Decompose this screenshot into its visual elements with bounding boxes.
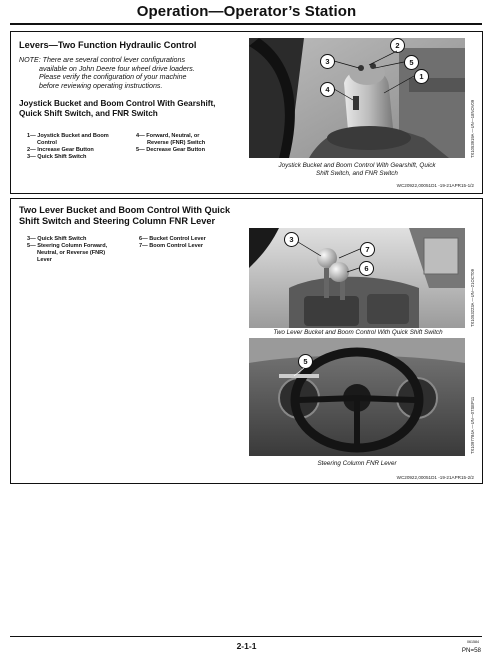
- section-title: Levers—Two Function Hydraulic Control: [19, 40, 197, 50]
- joystick-photo: [249, 38, 465, 158]
- image-caption: Two Lever Bucket and Boom Control With Quick Shift Switch: [273, 329, 443, 336]
- subheading-line: Quick Shift Switch, and FNR Switch: [19, 109, 158, 118]
- section-title-line: Shift Switch and Steering Column FNR Lever: [19, 216, 216, 226]
- section-two-lever-box: [10, 198, 483, 484]
- page-number: 2-1-1: [236, 641, 257, 651]
- legend-right: [139, 236, 206, 250]
- small-code: 061584: [467, 640, 479, 644]
- note-line: NOTE: There are several control lever configurations: [19, 56, 185, 64]
- image-id: TX1053223A —UN—21OCT09: [470, 269, 475, 327]
- callout-leaders: [249, 338, 465, 456]
- legend-item: Reverse (FNR) Switch: [147, 139, 206, 146]
- image-caption: Steering Column FNR Lever: [317, 460, 397, 467]
- legend-left: [27, 133, 109, 161]
- note-text: [19, 56, 247, 90]
- image-id: TX1053919A —UN—18NOV09: [470, 99, 475, 158]
- legend-item: 5— Steering Column Forward,: [27, 242, 108, 249]
- callout-2: 2: [390, 38, 405, 53]
- title-divider: [10, 23, 482, 25]
- page-title: Operation—Operator’s Station: [136, 3, 357, 20]
- reference-code: WC20922,00051D1 -19-21APR15-1/2: [396, 183, 474, 188]
- legend-item: 3— Quick Shift Switch: [27, 153, 87, 160]
- legend-item: 1— Joystick Bucket and Boom: [27, 133, 109, 139]
- subheading-line: Joystick Bucket and Boom Control With Gearshift,: [19, 99, 216, 108]
- pn-label: PN=58: [461, 647, 481, 654]
- two-lever-photo: [249, 228, 465, 328]
- section-joystick-box: [10, 31, 483, 194]
- legend-item: 3— Quick Shift Switch: [27, 236, 87, 242]
- legend-item: 7— Boom Control Lever: [139, 242, 204, 249]
- callout-4: 4: [320, 82, 335, 97]
- legend-item: Lever: [37, 256, 52, 263]
- callout-5: 5: [404, 55, 419, 70]
- section-title: [19, 205, 230, 227]
- legend-item: Neutral, or Reverse (FNR): [37, 249, 106, 256]
- footer-divider: [10, 636, 482, 637]
- legend-left: [27, 236, 107, 264]
- legend-item: 6— Bucket Control Lever: [139, 236, 206, 242]
- callout-5: 5: [298, 354, 313, 369]
- legend-item: 5— Decrease Gear Button: [136, 146, 206, 153]
- reference-code: WC20922,00051D1 -19-21APR15-2/2: [396, 475, 474, 480]
- caption-line: Shift Switch, and FNR Switch: [316, 169, 398, 177]
- callout-3: 3: [320, 54, 335, 69]
- callout-6: 6: [359, 261, 374, 276]
- steering-photo: [249, 338, 465, 456]
- legend-item: Control: [37, 139, 57, 146]
- image-caption: [249, 162, 465, 177]
- callout-leaders: [249, 38, 465, 158]
- callout-1: 1: [414, 69, 429, 84]
- note-line: Please verify the configuration of your machine: [39, 73, 187, 82]
- legend-right: [136, 133, 205, 154]
- callout-leaders: [249, 228, 465, 328]
- note-line: available on John Deere four wheel drive loaders.: [39, 64, 195, 73]
- note-line: before reviewing operating instructions.: [39, 81, 163, 90]
- subheading: [19, 99, 249, 119]
- image-id: TX1097784A —UN—07SEP11: [470, 396, 475, 454]
- section-title-line: Two Lever Bucket and Boom Control With Quick: [19, 205, 231, 215]
- legend-item: 2— Increase Gear Button: [27, 146, 94, 153]
- legend-item: 4— Forward, Neutral, or: [136, 133, 200, 139]
- callout-3: 3: [284, 232, 299, 247]
- caption-line: Joystick Bucket and Boom Control With Gearshift, Quick: [278, 162, 436, 169]
- callout-7: 7: [360, 242, 375, 257]
